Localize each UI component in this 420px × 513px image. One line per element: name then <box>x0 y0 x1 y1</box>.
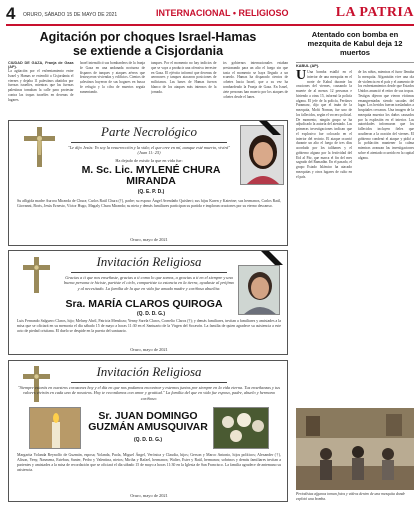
mosque-image <box>296 408 414 490</box>
obituary-date: Oruro, mayo de 2021 <box>130 493 168 498</box>
title-rule <box>71 142 227 143</box>
crucifix-icon <box>17 125 63 169</box>
title-rule <box>71 382 227 383</box>
right-article <box>296 28 414 506</box>
obituary-title: Invitación Religiosa <box>96 254 202 269</box>
article-column-2: Israel intensificó sus bombardeos de la franja de Gaza en una andanada nocturna de disparos de tanques y ataques aéreos que destruyeron viviendas y edificios. Cientos de palestinos huyeron de sus hogares en busca de refugio y la cifra de muertos seguía aumentando. <box>79 61 145 94</box>
article-text-1: La agitación por el enfrentamiento entre Israel y Hamas se extendió a Cisjordania el viernes y dejaba 11 palestinos abatidos por fuerzas israelíes, mientras que las fuerzas palestinas tomaban la calle para protestar contra las tropas israelíes en decenas de lugares. <box>8 69 74 102</box>
right-text-1: Una bomba estalló en el interior de una mezquita en el norte de Kabul durante las oraciones del viernes, causando la muerte de al menos 12 personas e hiriendo a otras 15, informó la policía afgana. El jefe de la policía, Ferdaws Faramarz, dijo que el imán de la mezquita, Mofti Noman, fue uno de los fallecidos, según el vocero policial. De momento, ningún grupo se ha adjudicado la autoría del atentado. Las primeras investigaciones indican que el explosivo fue colocado en el interior del recinto. El ataque ocurrió durante un alto el fuego de tres días acordado por los talibanes y el gobierno afgano por la festividad del Eid al Fitr, que marca el fin del mes sagrado del Ramadán. En el pasado, el grupo Estado Islámico ha atacado mezquitas y otros lugares de culto en el país. <box>296 70 352 179</box>
main-headline-line1: Agitación por choques Israel-Hamas <box>39 30 257 44</box>
deceased-photo <box>238 265 280 315</box>
main-headline <box>8 30 288 58</box>
page-header <box>6 4 414 24</box>
obituary-body: Luis Fernando Salguero Claros, hijo; Melany Abril, Patricia Mendoza; Yenny Sarela Claros, Cornelio Claros (†); y demás familiares, invitan a familiares y amistades a la misa que se oficiará en su memoria el día sábado 15 de mayo a horas 11:30 en el Santuario de la Virgen del Socavón. La familia de quien agradece su asistencia a este acto de piedad cristiana. El duelo se despide en la puerta del santuario. <box>17 319 281 333</box>
obituary-notice-2 <box>8 250 288 355</box>
obituary-verse: Gracias a ti que nos enseñaste, gracias a ti como lo que somos, a gracias a ti en el siempre y una buena persona te hiciste, partiste el cielo, compartiste tu estancia en la tierra, ayudaste al prójimo y al necesitado. La familia de la que en vida fue amada madre y cariñosa abuelita: <box>64 275 234 291</box>
mosque-photo <box>296 408 414 490</box>
main-article-body <box>8 61 288 118</box>
rip-label: (Q. D. D. G.) <box>136 311 166 317</box>
deceased-name-line1: Sr. JUAN DOMINGO <box>98 410 198 422</box>
page-number: 4 <box>6 4 16 23</box>
obituary-date: Oruro, mayo de 2021 <box>130 237 168 242</box>
obituary-verse: "Le dijo Jesús: Yo soy la resurrección y la vida; el que cree en mí, aunque esté muerto, vivirá" (Juan 11: 25) <box>67 145 231 156</box>
flowers-image <box>214 408 269 449</box>
newspaper-logo: LA PATRIA <box>335 5 414 20</box>
candle-image <box>30 408 81 449</box>
candle-photo <box>29 407 81 449</box>
article-column-3: tanques. Por el momento no hay indicios de que se vaya a producir una ofensiva terrestre en Gaza. El ejército informó que decenas de aeronaves y tanques atacaron posiciones de milicianos. Las bases de Hamas fueron blanco de los ataques más intensos de la jornada. <box>151 61 217 94</box>
obituary-body: Margarita Yolanda Reynolfo de Guzmán, esposa; Yolanda, Paola, Miguel Ángel, Verónica y Claudia, hijos; Gerson y Marco Antonio, hijos políticos; Alexander (†), Alison, Yeny, Nasmena, Esteban, Santer, Pedro y Valentina, nietos; Mirtha y Rafael, hermanos; Walter, Ester y Raúl, hermanos; sobrinos y demás familiares invitan a parientes y amistades a la misa de recordación que se oficiará el día sábado 15 de mayo a horas 11:30 en la Iglesia de San Francisco. La familia agradece de antemano su asistencia. <box>17 453 281 472</box>
portrait-image <box>239 266 280 315</box>
right-rule <box>296 62 414 63</box>
article-column-4: los gobiernos internacionales estaban presionando para un alto el fuego sin que hasta el momento se haya llegado a un acuerdo. Hamas ha disparado cientos de cohetes hacia Israel, que a su vez ha bombardeado la Franja de Gaza. En Israel, siete personas han muerto por los ataques de cohetes desde el lunes. <box>222 61 288 99</box>
article-column-1 <box>8 61 74 118</box>
title-rule <box>71 272 227 273</box>
right-headline: Atentado con bomba en mezquita de Kabul deja 12 muertos <box>307 30 403 58</box>
flowers-photo <box>213 407 269 449</box>
section-label: INTERNACIONAL • RELIGIOSO <box>156 8 289 18</box>
right-article-column-2: de los niños, mientras el furor llenaba la mezquita. Afganistán vive una ola de violencia en el país y el aumento de los enfrentamientos desde que Estados Unidos anunció el retiro de sus tropas. Testigos dijeron que vieron víctimas ensangrentadas siendo sacadas del lugar. Los heridos fueron trasladados a hospitales cercanos. Una imagen de la mezquita muestra los daños causados por la explosión en el interior. Las autoridades informaron que los fallecidos incluyen fieles que acudieron a la oración del viernes. El gobierno condenó el ataque y pidió a la población mantener la calma mientras avanzan las investigaciones sobre el atentado ocurrido en la capital afgana. <box>358 70 414 160</box>
deceased-name <box>81 411 215 433</box>
obituary-title: Parte Necrológico <box>101 124 197 139</box>
rip-label: (Q. E. P. D.) <box>137 189 165 195</box>
obituary-body: Su afligida madre Aurora Miranda de Chura; Carlos Raúl Chura (†), padre; su esposo Ángel Avendaño Quisbert; sus hijas Karen y Katerine; sus hermanos, Carlos Raúl, Giovanni, Boris, Jesús Ernesto, Víctor Hugo, Magaly Chura Miranda; su nieta y demás familiares participan su partida e imploran oraciones por su eterno descanso. <box>17 199 281 208</box>
obituary-title: Invitación Religiosa <box>96 364 202 379</box>
article-dateline: CIUDAD DE GAZA, Franja de Gaza (AP). <box>8 61 74 69</box>
main-headline-line2: se extiende a Cisjordania <box>72 44 224 58</box>
crucifix-icon <box>17 255 57 295</box>
right-dateline: KABUL (AP). <box>296 64 320 68</box>
deceased-name: M. Sc. Lic. MYLENÉ CHURA MIRANDA <box>81 164 221 187</box>
obituary-date: Oruro, mayo de 2021 <box>130 347 168 352</box>
mourning-ribbon-icon <box>253 251 288 265</box>
deceased-name-line2: GUZMÁN AMUSQUIVAR <box>88 421 208 433</box>
obituary-verse: "Siempre estarás en nuestros corazones hoy y el día en que nos podamos encontrar y estemos juntos por siempre en la vida eterna. Tus enseñanzas y tus valores vivirán en cada uno de nosotros. Hoy te recordamos con amor y gratitud." La familia del que en vida fue esposo, padre, abuelo y hermano cariñoso: <box>17 385 281 401</box>
obituary-intro: Ha dejado de existir la que en vida fue: <box>115 158 183 163</box>
obituary-notice-1 <box>8 120 288 246</box>
right-article-column-1 <box>296 70 352 404</box>
obituary-notice-3 <box>8 360 288 502</box>
photo-caption: Periodistas afganos toman fotos y videos dentro de una mezquita donde explotó una bomba. <box>296 492 406 501</box>
header-date: ORURO, SÁBADO 15 DE MAYO DE 2021 <box>23 12 118 18</box>
deceased-name: Sra. MARÍA CLAROS QUIROGA <box>65 298 223 310</box>
mourning-ribbon-icon <box>251 121 288 135</box>
rip-label: (Q. D. D. G.) <box>133 437 163 443</box>
header-rule <box>6 24 414 26</box>
dropcap: U <box>296 70 307 83</box>
